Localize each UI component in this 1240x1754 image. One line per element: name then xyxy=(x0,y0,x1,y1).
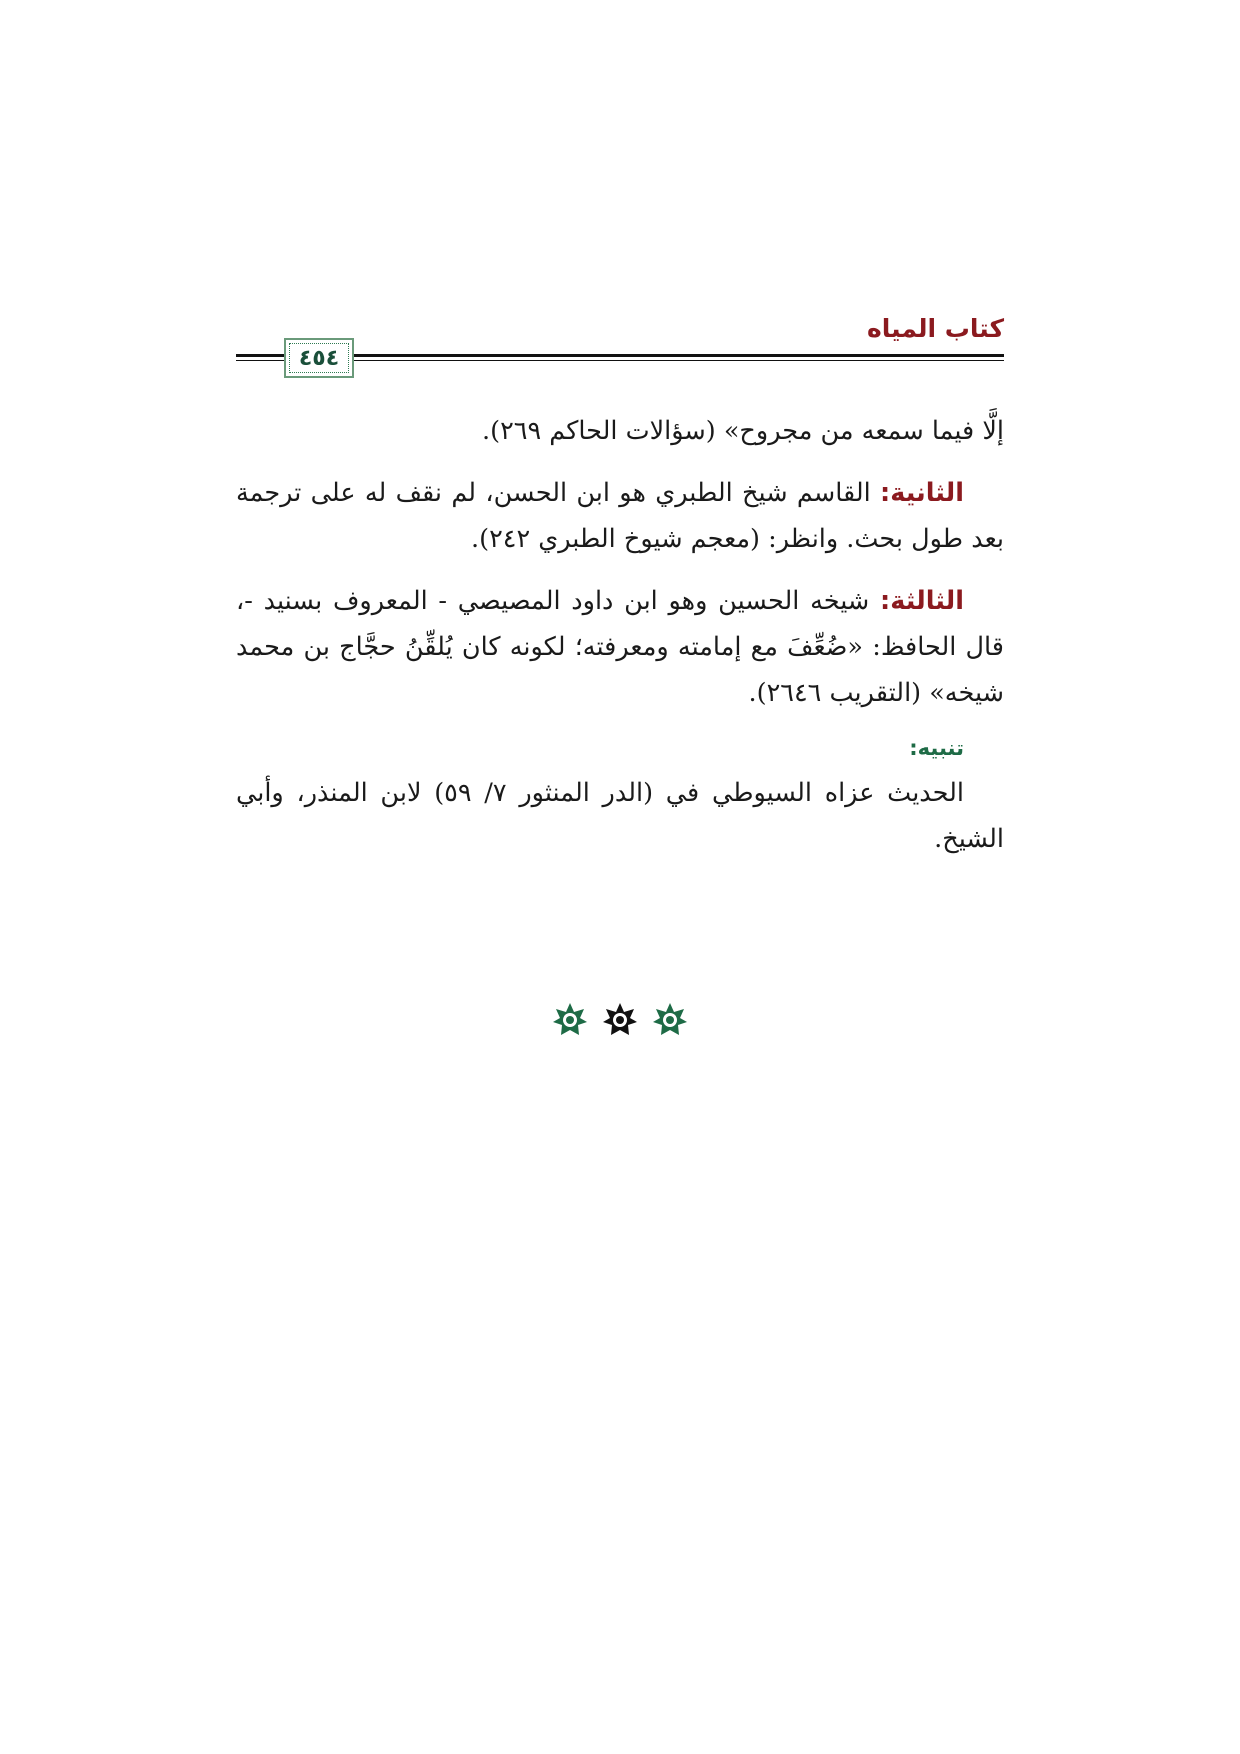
green-star-ornament-icon xyxy=(652,1002,688,1038)
paragraph-note: الحديث عزاه السيوطي في (الدر المنثور ٧/ ٥٩) لابن المنذر، وأبي الشيخ. xyxy=(236,778,1004,854)
note-heading: تنبيه: xyxy=(909,736,964,760)
paragraph-third xyxy=(236,578,1004,716)
paragraph-continuation: إلَّا فيما سمعه من مجروح» (سؤالات الحاكم ٢٦٩). xyxy=(482,416,1004,446)
book-title: كتاب المياه xyxy=(866,314,1004,343)
paragraph-text-third: شيخه الحسين وهو ابن داود المصيصي - المعروف بسنيد -، قال الحافظ: «ضُعِّفَ مع إمامته ومعرفته؛ لكونه كان يُلقِّنُ حجَّاج بن محمد شيخه» (التقريب ٢٦٤٦). xyxy=(236,586,1004,708)
page-number-badge xyxy=(284,338,354,378)
page-number: ٤٥٤ xyxy=(298,345,340,371)
paragraph-label-second: الثانية: xyxy=(880,478,964,508)
page-header xyxy=(236,314,1004,384)
page-body xyxy=(236,408,1004,862)
section-end-ornaments xyxy=(520,1002,720,1042)
black-star-ornament-icon xyxy=(602,1002,638,1038)
paragraph-text-second: القاسم شيخ الطبري هو ابن الحسن، لم نقف له على ترجمة بعد طول بحث. وانظر: (معجم شيوخ الطبري ٢٤٢). xyxy=(236,478,1004,554)
paragraph-label-third: الثالثة: xyxy=(880,586,964,616)
paragraph-second xyxy=(236,470,1004,562)
green-star-ornament-icon xyxy=(552,1002,588,1038)
